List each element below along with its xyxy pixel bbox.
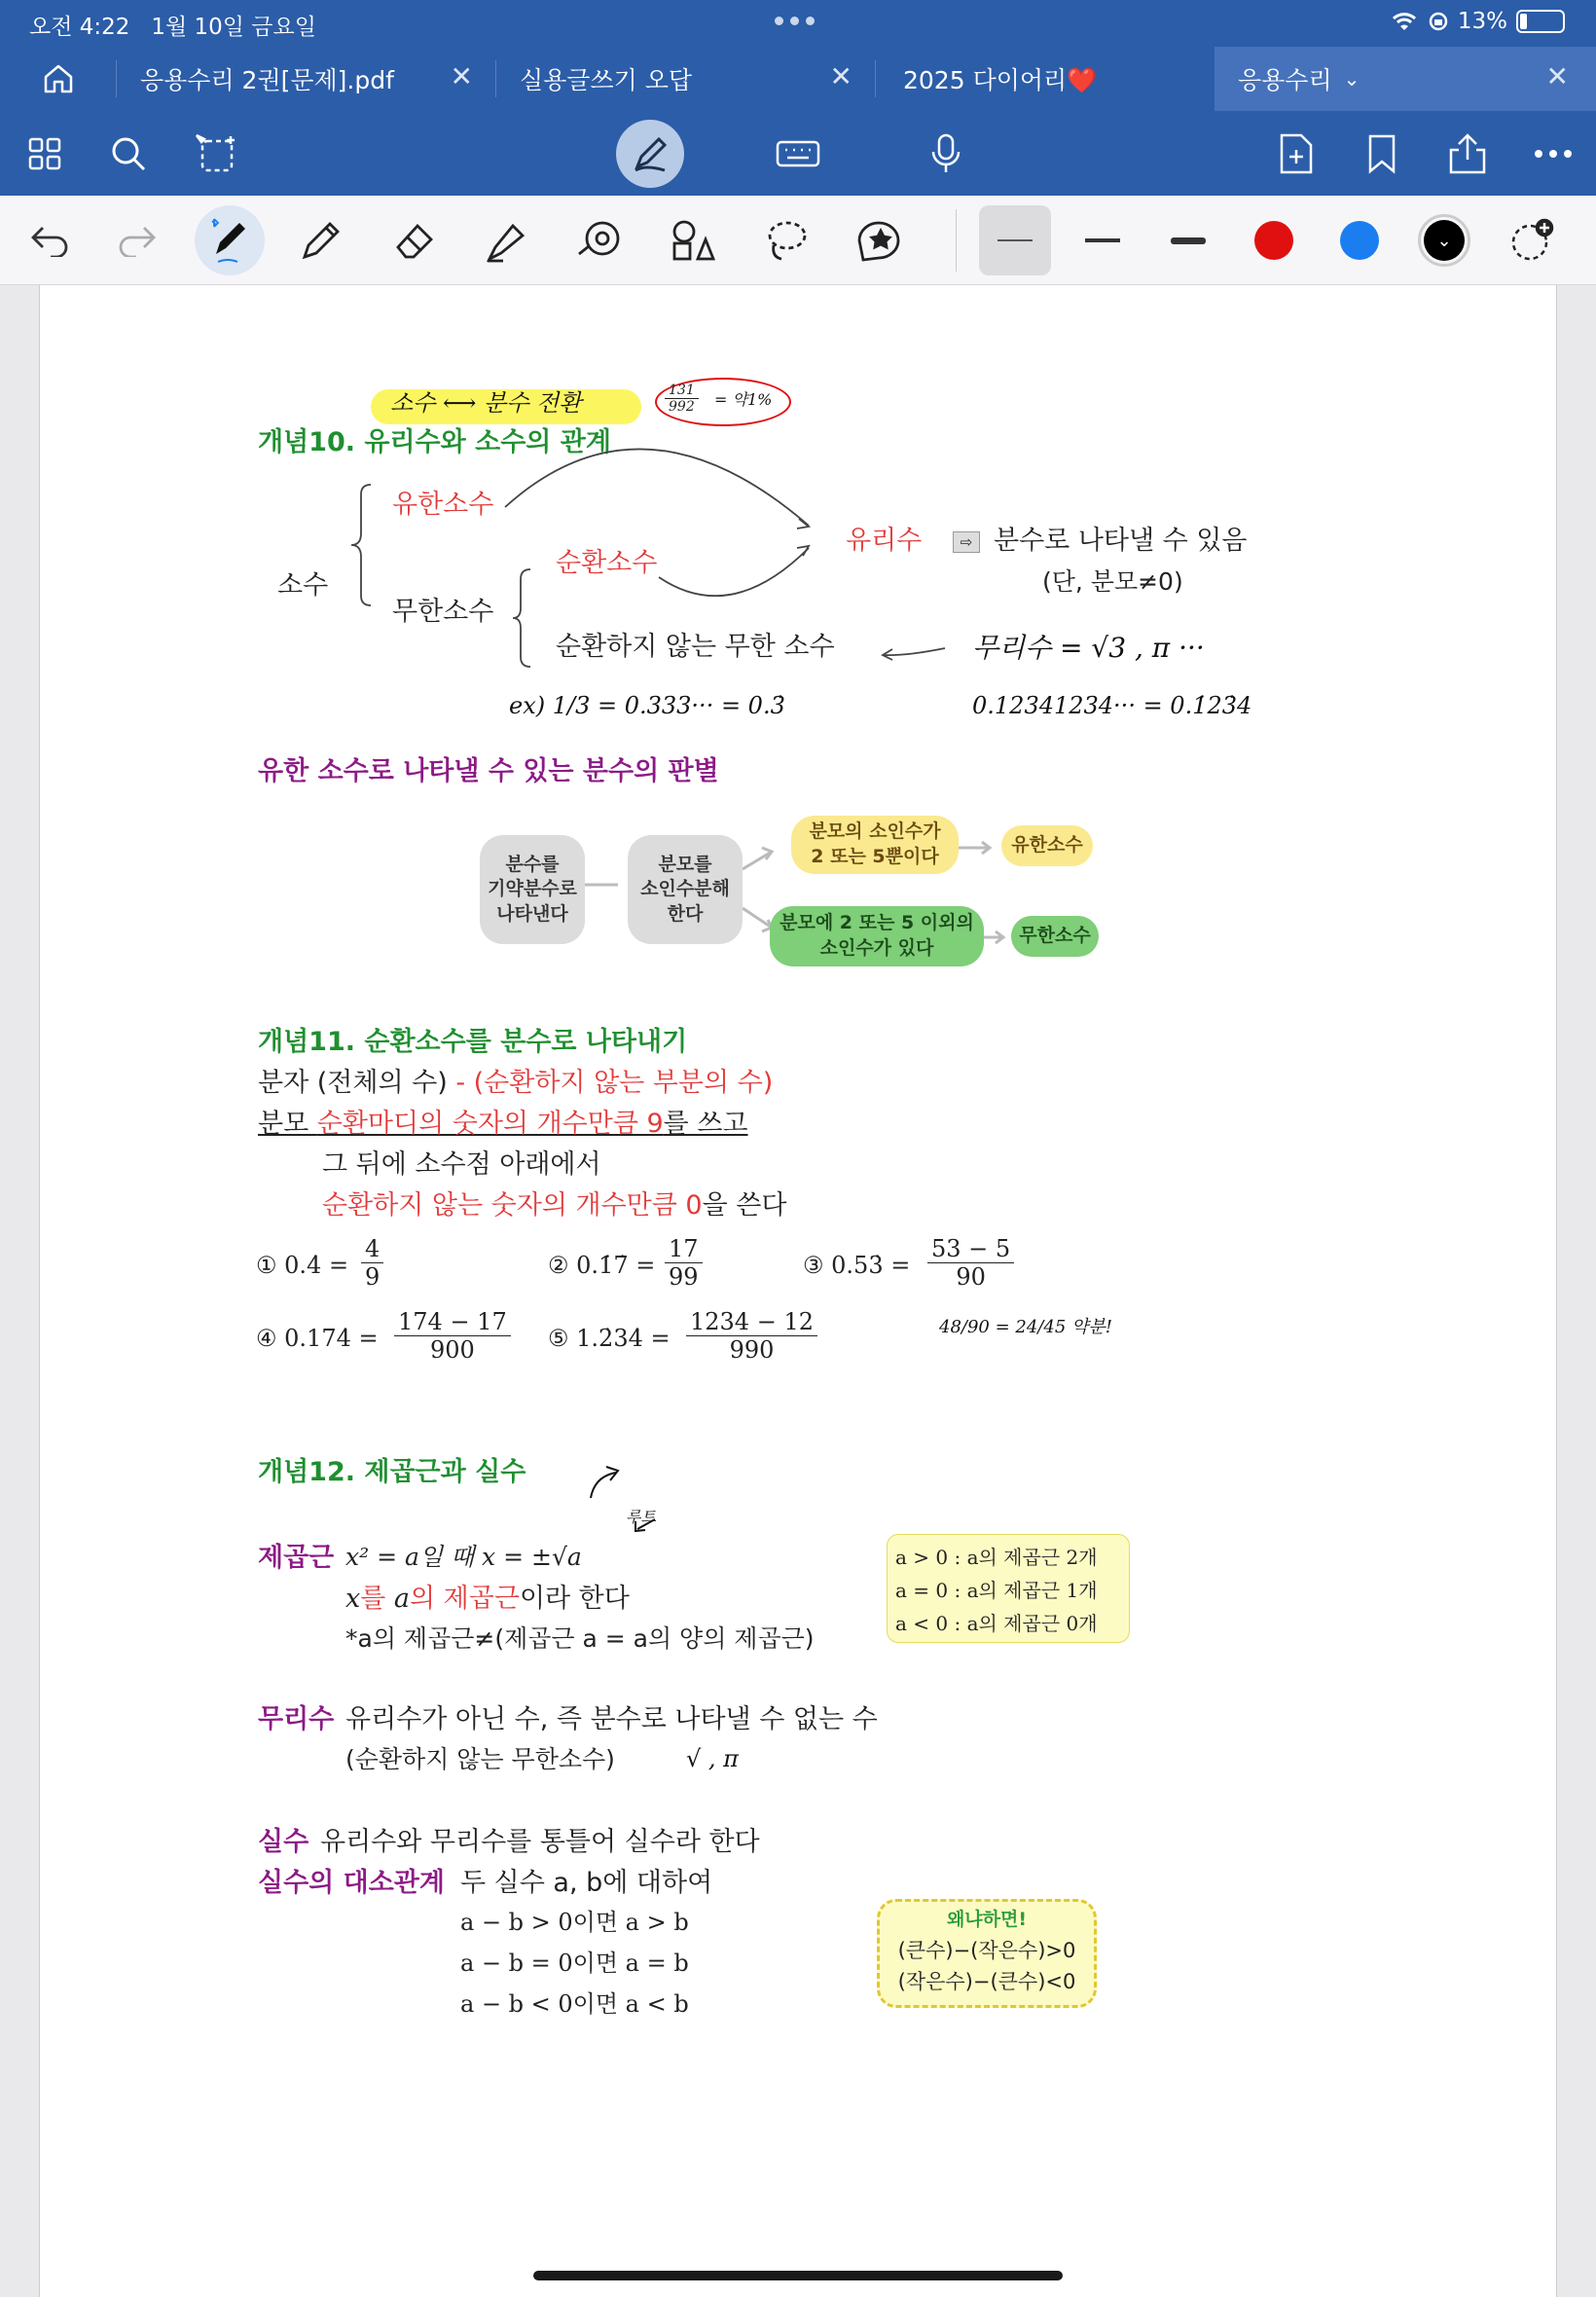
sqrt-line2: x를 a의 제곱근이라 한다: [345, 1584, 630, 1614]
flow-step-factor: 분모를 소인수분해 한다: [628, 835, 743, 944]
lasso-select-icon: [194, 132, 238, 175]
pen-mode-button[interactable]: [615, 111, 685, 196]
label-muhan: 무한소수: [392, 597, 494, 627]
flow-step-reduce: 분수를 기약분수로 나타낸다: [480, 835, 585, 944]
color-red-button[interactable]: [1250, 196, 1298, 285]
highlighter-button[interactable]: [477, 196, 535, 285]
keyboard-button[interactable]: [769, 111, 827, 196]
hand-fraction: $\frac{131}{992}$: [665, 383, 699, 415]
grid-icon: [27, 136, 62, 171]
main-toolbar: [0, 111, 1596, 196]
add-page-button[interactable]: [1267, 111, 1325, 196]
status-bar: [0, 0, 1596, 47]
pencil-button[interactable]: [292, 196, 350, 285]
tab-pdf[interactable]: [117, 47, 496, 111]
bookmark-button[interactable]: [1353, 111, 1411, 196]
why-box: [877, 1899, 1097, 2008]
compare-row-lt: a − b < 0이면 a < b: [460, 1990, 689, 2018]
pen-toolbar: [0, 196, 1596, 285]
add-color-icon: [1508, 217, 1555, 264]
sticker-button[interactable]: [851, 196, 909, 285]
label-nonrepeat: 순환하지 않는 무한 소수: [556, 632, 835, 662]
hand-arrows: [40, 285, 1557, 1550]
status-time-date: [29, 9, 316, 41]
flow-only-2-5: 분모의 소인수가 2 또는 5뿐이다: [791, 816, 959, 874]
status-date: 1월 10일 금요일: [151, 15, 316, 40]
add-page-icon: [1278, 132, 1315, 175]
example-1: ① 0.4̇ =: [256, 1252, 349, 1279]
close-icon[interactable]: ✕: [450, 60, 473, 92]
real-def: 유리수와 무리수를 통틀어 실수라 한다: [320, 1827, 760, 1857]
stroke-medium-button[interactable]: [1067, 196, 1139, 285]
pencil-icon: [299, 218, 344, 263]
home-tab[interactable]: [0, 47, 117, 111]
home-icon: [42, 63, 75, 94]
share-button[interactable]: [1438, 111, 1497, 196]
tab-current[interactable]: [1215, 47, 1596, 111]
why-title: 왜냐하면!: [946, 1909, 1028, 1930]
more-button[interactable]: [1524, 111, 1582, 196]
undo-icon: [29, 224, 72, 257]
tab-label: 응용수리: [1238, 66, 1332, 94]
c11-line4: 순환하지 않는 숫자의 개수만큼 0을 쓴다: [322, 1190, 787, 1221]
tab-label: 2025 다이어리❤️: [903, 66, 1098, 94]
elements-icon: [669, 218, 717, 263]
box-line: a > 0 : a의 제곱근 2개: [895, 1546, 1098, 1569]
irrational-def: 유리수가 아닌 수, 즉 분수로 나타낼 수 없는 수: [345, 1704, 878, 1734]
highlighter-icon: [484, 218, 528, 263]
example-4: ④ 0.174̇ =: [256, 1325, 379, 1352]
grid-button[interactable]: [18, 111, 72, 196]
tab-label: 응용수리 2권[문제].pdf: [140, 66, 394, 94]
compare-row-eq: a − b = 0이면 a = b: [460, 1950, 689, 1977]
more-icon: [1534, 149, 1573, 159]
microphone-button[interactable]: [917, 111, 975, 196]
eraser-icon: [392, 218, 437, 263]
share-icon: [1447, 132, 1488, 175]
example-2: ② 0.1̇7̇ =: [548, 1252, 656, 1279]
lasso-button[interactable]: [757, 196, 816, 285]
chevron-down-icon[interactable]: ⌄: [1343, 67, 1360, 91]
wifi-icon: [1390, 10, 1419, 33]
label-bunsu-note: (단, 분모≠0): [1042, 567, 1183, 596]
compare-row-gt: a − b > 0이면 a > b: [460, 1909, 689, 1936]
c11-numerator: 분자 (전체의 수) - (순환하지 않는 부분의 수): [258, 1068, 774, 1098]
judge-title: 유한 소수로 나타낼 수 있는 분수의 판별: [258, 756, 719, 786]
concept10-title: 개념10. 유리수와 소수의 관계: [258, 427, 611, 457]
c11-denominator: 분모 순환마디의 숫자의 개수만큼 9를 쓰고: [258, 1109, 748, 1139]
stroke-thick-button[interactable]: [1152, 196, 1224, 285]
compare-label: 실수의 대소관계: [258, 1868, 445, 1898]
add-color-button[interactable]: [1503, 196, 1561, 285]
example-5: ⑤ 1.2̇34̇ =: [548, 1325, 671, 1352]
tab-bar: [0, 47, 1596, 111]
search-icon: [109, 134, 148, 173]
example-4-fraction: $\frac{174 - 17}{900}$: [394, 1308, 511, 1364]
bookmark-icon: [1366, 133, 1397, 174]
sqrt-line3: *a의 제곱근≠(제곱근 a = a의 양의 제곱근): [345, 1624, 815, 1653]
stroke-thin-button[interactable]: [979, 196, 1051, 285]
hand-example2: 0.12341234··· = 0.1̇23̇4: [972, 692, 1252, 719]
shapes-icon: [575, 219, 624, 262]
bluetooth-pen-icon: [206, 215, 253, 266]
flow-result-infinite: 무한소수: [1011, 916, 1099, 957]
color-black-button[interactable]: [1415, 196, 1473, 285]
eraser-button[interactable]: [385, 196, 444, 285]
elements-button[interactable]: [664, 196, 722, 285]
orientation-lock-icon: [1428, 11, 1449, 32]
sqrt-definition: x² = a일 때 x = ±√a: [345, 1543, 582, 1571]
bluetooth-pen-button[interactable]: [195, 196, 265, 285]
why-line: (큰수)−(작은수)>0: [897, 1939, 1076, 1962]
label-yuhan: 유한소수: [392, 490, 494, 520]
tab-diary[interactable]: [876, 47, 1215, 111]
hand-root: 루트: [626, 1508, 656, 1526]
sqrt-count-box: [887, 1534, 1130, 1643]
hand-example3: 48/90 = 24/45 약분!: [939, 1317, 1113, 1337]
undo-button[interactable]: [21, 196, 80, 285]
sticker-icon: [855, 219, 904, 262]
example-5-fraction: $\frac{1234 - 12}{990}$: [686, 1308, 817, 1364]
hand-irrational: √ , π: [686, 1745, 739, 1772]
label-bunsu-can: 분수로 나타낼 수 있음: [994, 526, 1248, 556]
status-time: 오전 4:22: [29, 15, 130, 40]
concept12-title: 개념12. 제곱근과 실수: [258, 1457, 526, 1487]
chevron-down-icon: ⌄: [1424, 220, 1465, 261]
sqrt-label: 제곱근: [258, 1543, 335, 1573]
example-2-fraction: $\frac{17}{99}$: [665, 1235, 703, 1291]
hand-example1: ex) 1/3 = 0.333··· = 0.3̇: [509, 692, 785, 719]
hand-approx: = 약1%: [714, 390, 773, 409]
microphone-icon: [929, 132, 962, 175]
example-3-fraction: $\frac{53 - 5}{90}$: [927, 1235, 1014, 1291]
search-button[interactable]: [101, 111, 156, 196]
close-icon[interactable]: ✕: [829, 60, 852, 92]
lasso-select-button[interactable]: [187, 111, 245, 196]
compare-def: 두 실수 a, b에 대하여: [460, 1868, 713, 1898]
home-indicator[interactable]: [533, 2271, 1063, 2280]
box-line: a = 0 : a의 제곱근 1개: [895, 1579, 1098, 1602]
hand-murisu: 무리수 = √3 , π ···: [972, 632, 1205, 664]
arrow-icon: ⇨: [953, 531, 980, 553]
document-page[interactable]: [39, 285, 1557, 2297]
why-line: (작은수)−(큰수)<0: [897, 1970, 1076, 1993]
tab-writing[interactable]: [496, 47, 876, 111]
real-label: 실수: [258, 1827, 309, 1857]
label-yurisu: 유리수: [846, 526, 923, 556]
color-blue-button[interactable]: [1335, 196, 1384, 285]
concept11-title: 개념11. 순환소수를 분수로 나타내기: [258, 1027, 688, 1057]
example-1-fraction: $\frac{4}{9}$: [361, 1235, 383, 1291]
label-sosu: 소수: [277, 570, 329, 601]
label-sunhwan: 순환소수: [556, 548, 658, 578]
lasso-icon: [764, 218, 809, 263]
multitask-dots-icon[interactable]: [775, 17, 815, 25]
redo-button[interactable]: [107, 196, 165, 285]
redo-icon: [115, 224, 158, 257]
irrational-label: 무리수: [258, 1704, 335, 1734]
pen-mode-icon: [630, 133, 671, 174]
close-icon[interactable]: ✕: [1545, 60, 1569, 92]
hand-note-conversion: 소수 ⟷ 분수 전환: [390, 389, 582, 417]
keyboard-icon: [776, 138, 820, 169]
c11-line3: 그 뒤에 소수점 아래에서: [322, 1149, 601, 1180]
example-3: ③ 0.53̇ =: [803, 1252, 911, 1279]
battery-percent: 13%: [1457, 9, 1507, 34]
box-line: a < 0 : a의 제곱근 0개: [895, 1612, 1098, 1635]
flow-other-primes: 분모에 2 또는 5 이외의 소인수가 있다: [770, 906, 984, 966]
irrational-note: (순환하지 않는 무한소수): [345, 1745, 615, 1773]
flow-result-finite: 유한소수: [1001, 825, 1093, 866]
shapes-button[interactable]: [570, 196, 629, 285]
tab-label: 실용글쓰기 오답: [520, 66, 692, 94]
battery-icon: [1516, 10, 1565, 33]
